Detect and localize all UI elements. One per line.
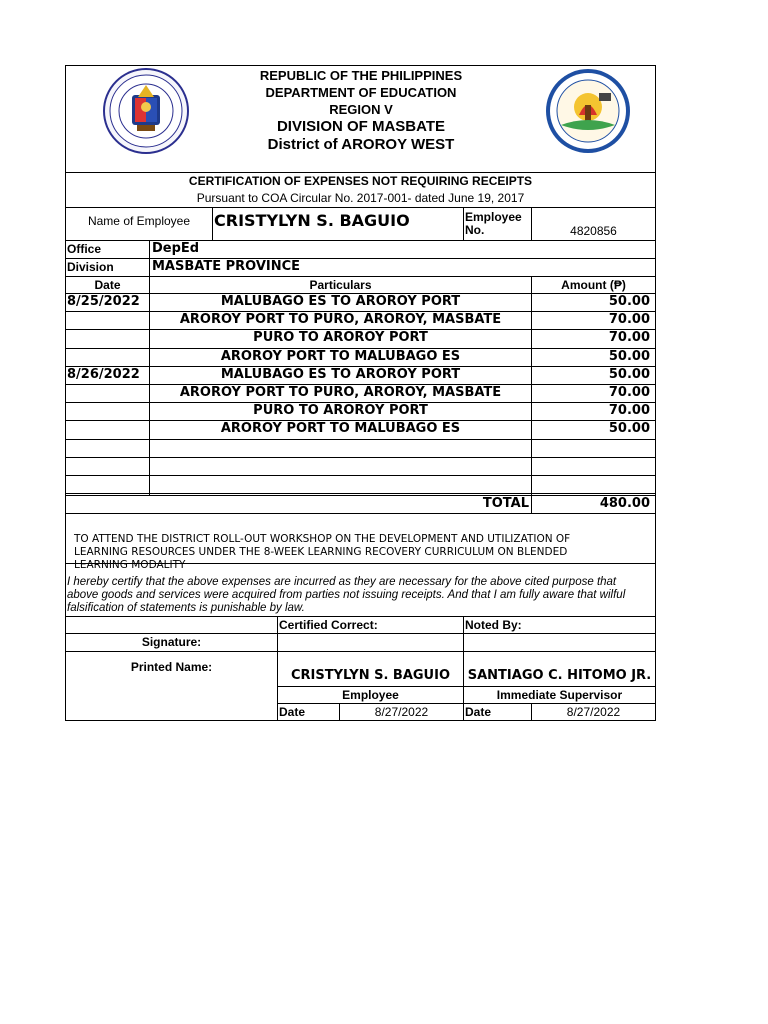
statement-line3: falsification of statements is punishable by law.	[67, 602, 305, 614]
employee-no-label-line2: No.	[465, 223, 485, 237]
division-label: Division	[67, 260, 114, 274]
row-amount: 70.00	[608, 385, 650, 400]
row-particulars: AROROY PORT TO PURO, AROROY, MASBATE	[179, 312, 502, 327]
row-particulars: AROROY PORT TO PURO, AROROY, MASBATE	[179, 385, 502, 400]
deped-seal-left	[88, 67, 204, 156]
statement-line2: above goods and services were acquired from parties not issuing receipts. And that I am fully aware that wilful	[67, 589, 626, 601]
signature-label: Signature:	[141, 635, 202, 649]
certification-statement	[67, 576, 655, 615]
row-date: 8/25/2022	[67, 294, 140, 309]
office-value: DepEd	[152, 241, 200, 256]
row-particulars: PURO TO AROROY PORT	[253, 330, 428, 345]
header-district: District of AROROY WEST	[267, 136, 455, 153]
certification-form	[65, 65, 656, 721]
employee-name: CRISTYLYN S. BAGUIO	[214, 211, 410, 230]
office-label: Office	[67, 242, 102, 256]
row-particulars: MALUBAGO ES TO AROROY PORT	[220, 367, 461, 382]
row-date: 8/26/2022	[67, 367, 140, 382]
employee-no-label-line1: Employee	[465, 210, 522, 224]
employee-printed-name: CRISTYLYN S. BAGUIO	[290, 668, 451, 683]
total-value: 480.00	[599, 496, 650, 511]
row-particulars: PURO TO AROROY PORT	[253, 403, 428, 418]
employee-number: 4820856	[570, 224, 617, 238]
certification-subtitle: Pursuant to COA Circular No. 2017-001- dated June 19, 2017	[196, 191, 525, 205]
employee-no-label	[465, 211, 531, 237]
purpose-text	[74, 533, 644, 572]
employee-name-label: Name of Employee	[87, 214, 191, 228]
certification-title: CERTIFICATION OF EXPENSES NOT REQUIRING RECEIPTS	[188, 174, 533, 188]
employee-date-label: Date	[279, 705, 306, 719]
header-block	[206, 66, 516, 154]
supervisor-date-label: Date	[465, 705, 492, 719]
noted-by-label: Noted By:	[465, 618, 522, 632]
column-header-amount: Amount (₱)	[561, 278, 626, 292]
header-division: DIVISION OF MASBATE	[276, 118, 446, 135]
purpose-line3: LEARNING MODALITY	[74, 559, 186, 571]
supervisor-date-value: 8/27/2022	[566, 705, 621, 719]
purpose-line1: TO ATTEND THE DISTRICT ROLL-OUT WORKSHOP ON THE DEVELOPMENT AND UTILIZATION OF	[74, 533, 571, 545]
header-republic: REPUBLIC OF THE PHILIPPINES	[259, 68, 463, 83]
supervisor-role: Immediate Supervisor	[496, 688, 623, 702]
printed-name-label: Printed Name:	[130, 660, 213, 674]
employee-role: Employee	[342, 688, 399, 702]
row-amount: 70.00	[608, 330, 650, 345]
division-value: MASBATE PROVINCE	[152, 259, 301, 274]
kagawaran-seal-icon	[88, 67, 204, 156]
row-amount: 50.00	[608, 294, 650, 309]
total-label: TOTAL	[482, 496, 529, 511]
certified-correct-label: Certified Correct:	[279, 618, 378, 632]
header-region: REGION V	[329, 102, 393, 117]
column-header-particulars: Particulars	[309, 278, 372, 292]
row-amount: 50.00	[608, 421, 650, 436]
row-amount: 50.00	[608, 349, 650, 364]
purpose-line2: LEARNING RESOURCES UNDER THE 8-WEEK LEARNING RECOVERY CURRICULUM ON BLENDED	[74, 546, 568, 558]
row-amount: 70.00	[608, 403, 650, 418]
right-seal	[533, 67, 643, 156]
row-particulars: AROROY PORT TO MALUBAGO ES	[220, 349, 461, 364]
row-particulars: MALUBAGO ES TO AROROY PORT	[220, 294, 461, 309]
row-particulars: AROROY PORT TO MALUBAGO ES	[220, 421, 461, 436]
row-amount: 70.00	[608, 312, 650, 327]
division-seal-icon	[533, 67, 643, 156]
column-header-date: Date	[94, 278, 121, 292]
employee-date-value: 8/27/2022	[374, 705, 429, 719]
header-department: DEPARTMENT OF EDUCATION	[265, 85, 457, 100]
statement-line1: I hereby certify that the above expenses are incurred as they are necessary for the above cited purpose that	[67, 576, 617, 588]
supervisor-printed-name: SANTIAGO C. HITOMO JR.	[467, 668, 652, 683]
row-amount: 50.00	[608, 367, 650, 382]
